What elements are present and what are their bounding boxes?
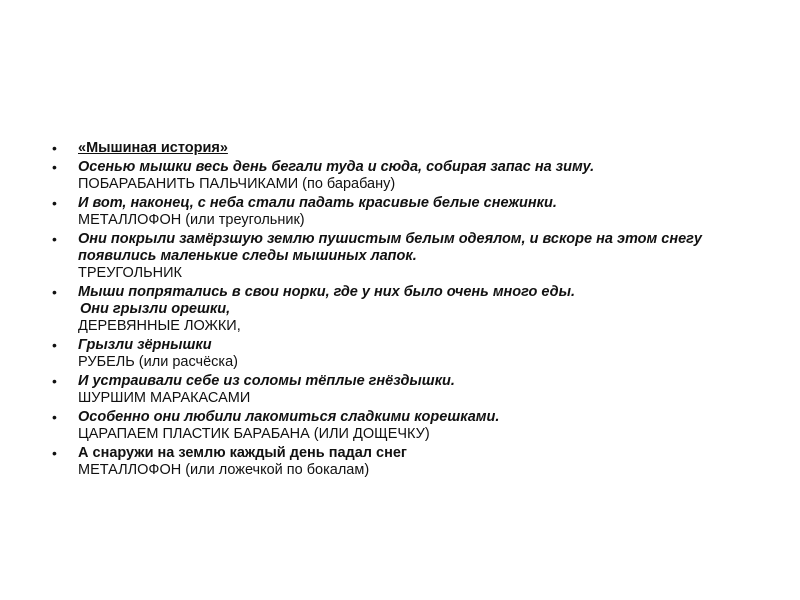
list-item: [52, 445, 772, 479]
bullet-icon: •: [52, 373, 57, 389]
instruction-line: ЦАРАПАЕМ ПЛАСТИК БАРАБАНА (ИЛИ ДОЩЕЧКУ): [78, 426, 430, 442]
instruction-line: ДЕРЕВЯННЫЕ ЛОЖКИ,: [78, 318, 241, 334]
bullet-icon: •: [52, 195, 57, 211]
list-item: [52, 409, 772, 443]
bullet-icon: •: [52, 337, 57, 353]
instruction-line: РУБЕЛЬ (или расчёска): [78, 354, 238, 370]
story-line: Они покрыли замёрзшую землю пушистым белым одеялом, и вскоре на этом снегу появились маленькие следы мышиных лапок.: [78, 231, 702, 264]
list-item: [52, 231, 772, 282]
instruction-line: МЕТАЛЛОФОН (или треугольник): [78, 212, 305, 228]
story-line: И вот, наконец, с неба стали падать красивые белые снежинки.: [78, 195, 557, 211]
bullet-icon: •: [52, 284, 57, 300]
story-line: Особенно они любили лакомиться сладкими корешками.: [78, 409, 500, 425]
bullet-icon: •: [52, 409, 57, 425]
list-item: [52, 195, 772, 229]
list-item: [52, 373, 772, 407]
story-line: А снаружи на землю каждый день падал снег: [78, 445, 407, 461]
bullet-icon: •: [52, 445, 57, 461]
list-item: [52, 140, 772, 157]
story-line-continuation: Они грызли орешки,: [80, 301, 231, 317]
instruction-line: ПОБАРАБАНИТЬ ПАЛЬЧИКАМИ (по барабану): [78, 176, 396, 192]
list-item: [52, 337, 772, 371]
story-title: «Мышиная история»: [78, 140, 228, 156]
story-line: Осенью мышки весь день бегали туда и сюда, собирая запас на зиму.: [78, 159, 595, 175]
bullet-icon: •: [52, 231, 57, 247]
bullet-icon: •: [52, 140, 57, 156]
bullet-icon: •: [52, 159, 57, 175]
instruction-line: ШУРШИМ МАРАКАСАМИ: [78, 390, 251, 406]
story-bullet-list: [52, 140, 772, 481]
instruction-line: МЕТАЛЛОФОН (или ложечкой по бокалам): [78, 462, 370, 478]
story-line: И устраивали себе из соломы тёплые гнёздышки.: [78, 373, 455, 389]
list-item: [52, 284, 772, 335]
story-line: Мыши попрятались в свои норки, где у них было очень много еды.: [78, 284, 576, 300]
list-item: [52, 159, 772, 193]
story-line: Грызли зёрнышки: [78, 337, 212, 353]
instruction-line: ТРЕУГОЛЬНИК: [78, 265, 182, 281]
